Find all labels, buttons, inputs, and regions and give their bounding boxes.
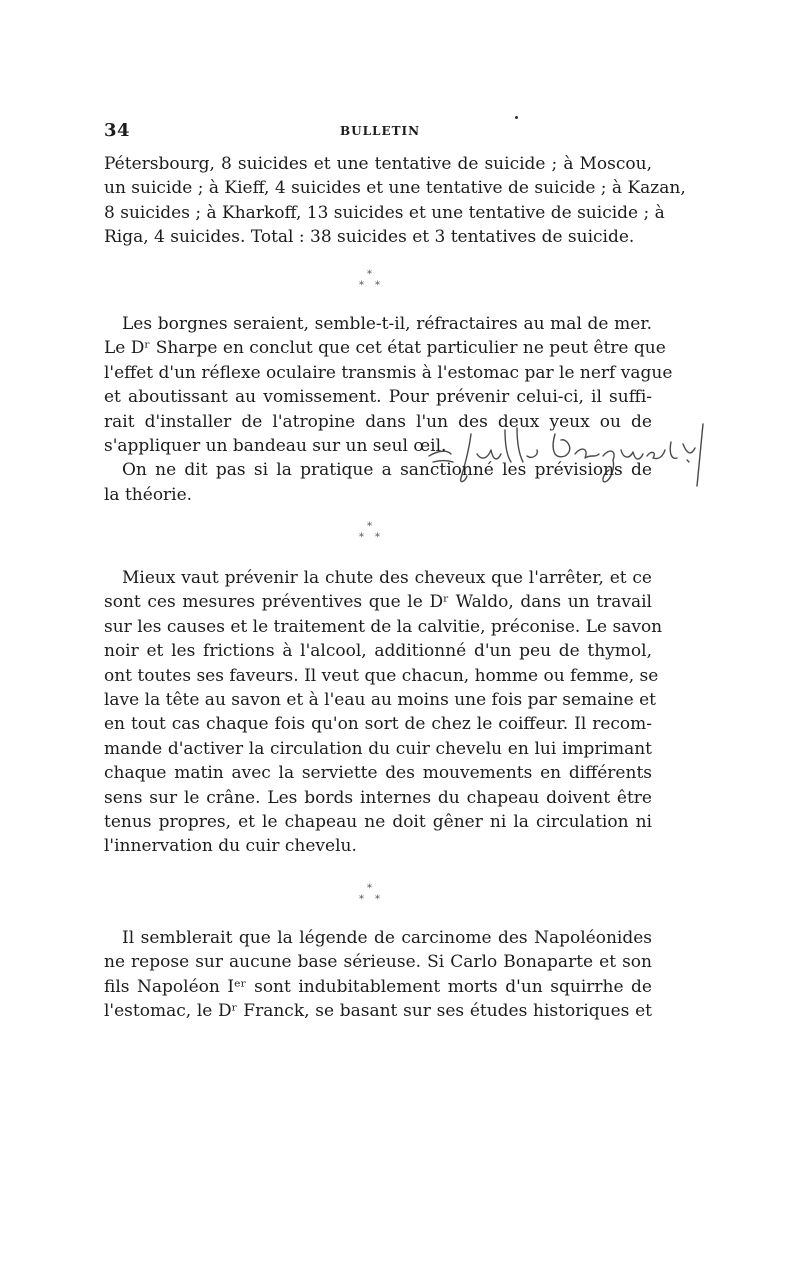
text-line: sont ces mesures préventives que le Dʳ Waldo, dans un travail	[104, 592, 652, 613]
text-line: Le Dʳ Sharpe en conclut que cet état particulier ne peut être que	[104, 338, 666, 359]
text-line: sens sur le crâne. Les bords internes du chapeau doivent être	[104, 787, 652, 808]
text-line: l'innervation du cuir chevelu.	[104, 836, 357, 857]
asterisk: *	[375, 894, 380, 905]
ink-speck	[515, 116, 518, 119]
text-line: rait d'installer de l'atropine dans l'un des deux yeux ou de	[104, 411, 652, 432]
handwritten-annotation-icon	[425, 420, 715, 490]
asterisk: *	[367, 883, 372, 894]
asterisk: *	[375, 280, 380, 291]
text-line: Il semblerait que la légende de carcinome des Napoléonides	[122, 928, 652, 948]
text-line: la théorie.	[104, 484, 193, 505]
text-line: mande d'activer la circulation du cuir chevelu en lui imprimant	[104, 738, 652, 759]
text-line: Riga, 4 suicides. Total : 38 suicides et 3 tentatives de suicide.	[104, 227, 635, 248]
text-line: et aboutissant au vomissement. Pour prévenir celui-ci, il suffi-	[104, 387, 652, 408]
text-line: l'effet d'un réflexe oculaire transmis à l'estomac par le nerf vague	[104, 362, 673, 383]
text-line: Les borgnes seraient, semble-t-il, réfractaires au mal de mer.	[122, 314, 652, 334]
text-line: On ne dit pas si la pratique a sanctionné les prévisions de	[122, 460, 652, 481]
asterisk: *	[359, 532, 364, 543]
text-line: en tout cas chaque fois qu'on sort de chez le coiffeur. Il recom-	[104, 714, 652, 735]
paragraph-4	[104, 926, 652, 1024]
page-header	[104, 120, 652, 144]
text-line: lave la tête au savon et à l'eau au moins une fois par semaine et	[104, 689, 656, 710]
text-line: Pétersbourg, 8 suicides et une tentative de suicide ; à Moscou,	[104, 154, 652, 174]
text-line: tenus propres, et le chapeau ne doit gêner ni la circulation ni	[104, 811, 652, 832]
text-line: l'estomac, le Dʳ Franck, se basant sur ses études historiques et	[104, 1001, 652, 1022]
asterisk: *	[367, 521, 372, 532]
text-line: un suicide ; à Kieff, 4 suicides et une tentative de suicide ; à Kazan,	[104, 178, 686, 199]
asterisk: *	[359, 894, 364, 905]
section-separator	[356, 522, 390, 546]
text-line: sur les causes et le traitement de la calvitie, préconise. Le savon	[104, 616, 663, 637]
text-line: noir et les frictions à l'alcool, additionné d'un peu de thymol,	[104, 641, 652, 662]
asterisk: *	[359, 280, 364, 291]
text-line: fils Napoléon Iᵉʳ sont indubitablement morts d'un squirrhe de	[104, 976, 652, 997]
running-title: BULLETIN	[340, 124, 421, 138]
asterisk: *	[367, 269, 372, 280]
paragraph-1	[104, 152, 686, 250]
section-separator	[356, 270, 390, 294]
paragraph-3	[104, 566, 663, 859]
asterisk: *	[375, 532, 380, 543]
section-separator	[356, 884, 390, 908]
text-line: s'appliquer un bandeau sur un seul œil.	[104, 435, 447, 456]
page-number: 34	[104, 120, 131, 141]
text-line: ne repose sur aucune base sérieuse. Si Carlo Bonaparte et son	[104, 952, 652, 973]
text-line: 8 suicides ; à Kharkoff, 13 suicides et une tentative de suicide ; à	[104, 202, 665, 223]
text-line: ont toutes ses faveurs. Il veut que chacun, homme ou femme, se	[104, 665, 659, 686]
text-line: Mieux vaut prévenir la chute des cheveux que l'arrêter, et ce	[122, 568, 652, 588]
text-line: chaque matin avec la serviette des mouvements en différents	[104, 763, 652, 784]
